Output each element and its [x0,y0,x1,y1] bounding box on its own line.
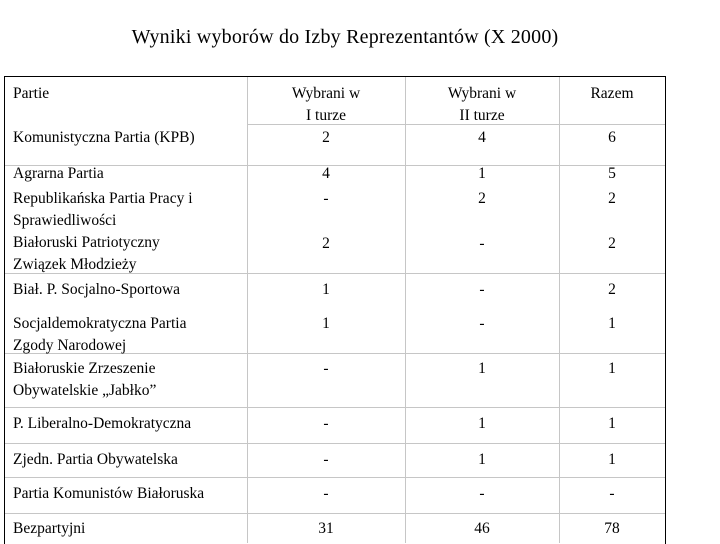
second-round-value: - [479,235,485,252]
second-round-value: 1 [478,451,486,468]
total-value: 78 [604,520,620,537]
party-name: P. Liberalno-Demokratyczna [13,415,192,432]
first-round-value: - [323,190,329,207]
first-round-value: 1 [322,281,330,298]
party-name-line-1: Socjaldemokratyczna Partia [13,315,187,332]
row-divider [5,443,665,444]
party-name: Komunistyczna Partia (KPB) [13,129,195,146]
party-name-line-1: Republikańska Partia Pracy i [13,190,193,207]
party-name: Agrarna Partia [13,165,104,182]
second-round-value: - [479,485,485,502]
party-name: Partia Komunistów Białoruska [13,485,205,502]
second-round-value: - [479,315,485,332]
party-name [13,232,160,276]
row-divider [5,477,665,478]
header-party: Partie [13,85,50,102]
total-value: 1 [608,315,616,332]
header-total: Razem [590,85,634,102]
party-name-line-2: Sprawiedliwości [13,212,117,229]
total-value: 1 [608,451,616,468]
party-name [13,313,186,357]
header-first-round-line-2: I turze [305,107,346,124]
second-round-value: - [479,281,485,298]
header-second-round-line-1: Wybrani w [447,85,517,102]
header-first-round-line-1: Wybrani w [291,85,361,102]
header-second-round-line-2: II turze [459,107,505,124]
party-name-line-2: Obywatelskie „Jabłko” [13,382,157,399]
first-round-value: - [323,415,329,432]
total-value: 1 [608,360,616,377]
party-name-line-1: Białoruskie Zrzeszenie [13,360,156,377]
party-name-line-2: Zgody Narodowej [13,337,127,354]
first-round-value: 4 [322,165,330,182]
first-round-value: - [323,485,329,502]
first-round-value: - [323,451,329,468]
second-round-value: 46 [474,520,490,537]
total-value: - [609,485,615,502]
party-name [13,188,193,232]
row-divider [5,407,665,408]
party-name: Bezpartyjni [13,520,86,537]
first-round-value: 2 [322,129,330,146]
party-name [13,358,156,402]
page-title: Wyniki wyborów do Izby Reprezentantów (X 2000) [131,26,559,48]
second-round-value: 4 [478,129,486,146]
total-value: 1 [608,415,616,432]
total-value: 2 [608,281,616,298]
first-round-value: - [323,360,329,377]
first-round-value: 2 [322,235,330,252]
first-round-value: 1 [322,315,330,332]
header-second-round [405,83,559,127]
row-divider [5,513,665,514]
total-value: 2 [608,190,616,207]
second-round-value: 1 [478,165,486,182]
party-name: Zjedn. Partia Obywatelska [13,451,178,468]
second-round-value: 1 [478,360,486,377]
party-name-line-2: Związek Młodzieży [13,256,137,273]
party-name-line-1: Białoruski Patriotyczny [13,234,160,251]
total-value: 5 [608,165,616,182]
party-name: Biał. P. Socjalno-Sportowa [13,281,181,298]
total-value: 6 [608,129,616,146]
results-table [4,76,666,544]
total-value: 2 [608,235,616,252]
second-round-value: 1 [478,415,486,432]
first-round-value: 31 [318,520,334,537]
header-first-round [247,83,405,127]
second-round-value: 2 [478,190,486,207]
